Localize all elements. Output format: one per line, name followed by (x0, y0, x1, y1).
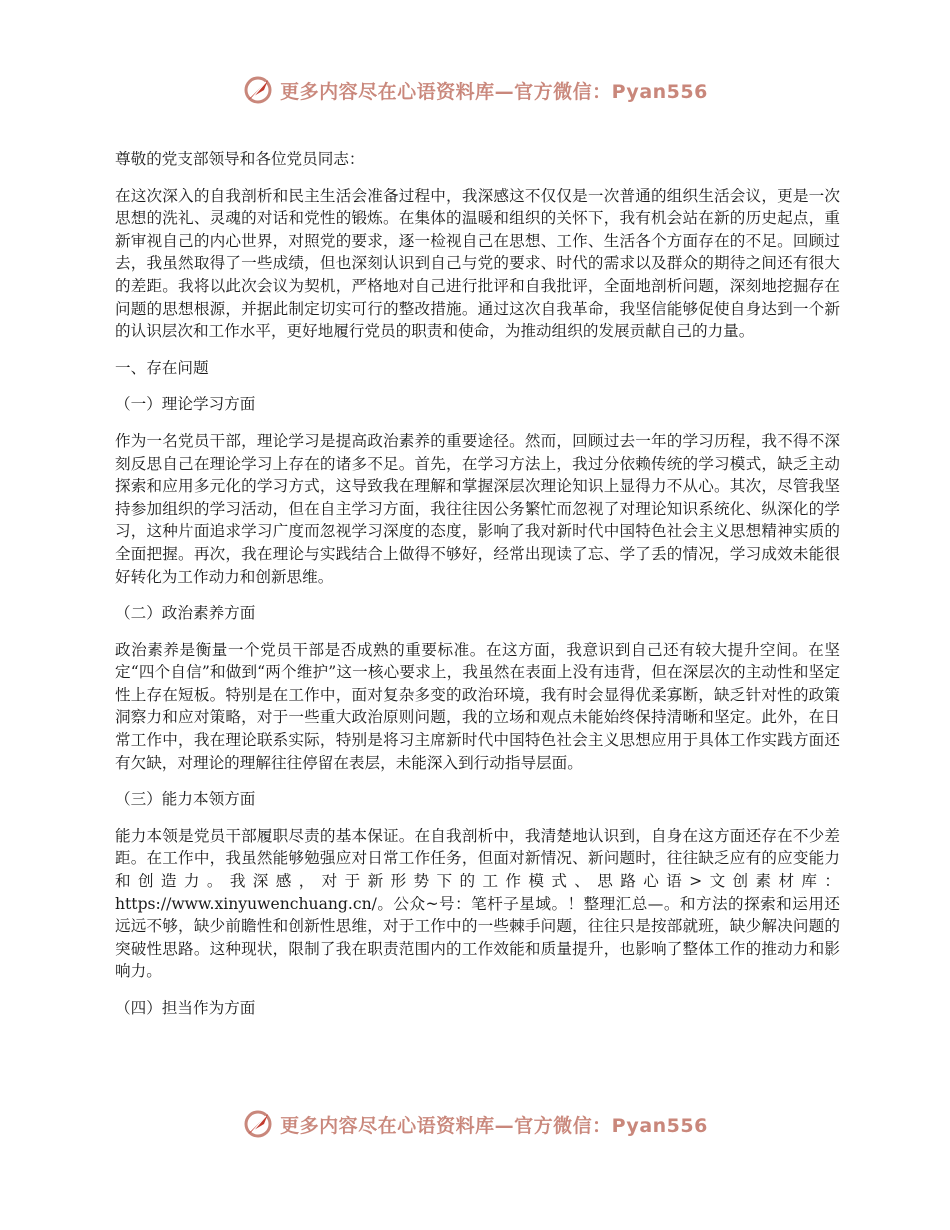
quill-logo-icon (242, 1108, 274, 1140)
intro-paragraph: 在这次深入的自我剖析和民主生活会准备过程中，我深感这不仅仅是一次普通的组织生活会议，更是一次思想的洗礼、灵魂的对话和党性的锻炼。在集体的温暖和组织的关怀下，我有机会站在新的历史起点，重新审视自己的内心世界，对照党的要求，逐一检视自己在思想、工作、生活各个方面存在的不足。回顾过去，我虽然取得了一些成绩，但也深刻认识到自己与党的要求、时代的需求以及群众的期待之间还有很大的差距。我将以此次会议为契机，严格地对自己进行批评和自我批评，全面地剖析问题，深刻地挖掘存在问题的思想根源，并据此制定切实可行的整改措施。通过这次自我革命，我坚信能够促使自身达到一个新的认识层次和工作水平，更好地履行党员的职责和使命，为推动组织的发展贡献自己的力量。 (115, 186, 840, 341)
salutation: 尊敬的党支部领导和各位党员同志： (115, 150, 365, 168)
header-banner (0, 70, 950, 110)
subsection-title-political: （二）政治素养方面 (115, 604, 256, 623)
subsection-title-responsibility: （四）担当作为方面 (115, 999, 256, 1017)
political-paragraph: 政治素养是衡量一个党员干部是否成熟的重要标准。在这方面，我意识到自己还有较大提升空间。在坚定“四个自信”和做到“两个维护”这一核心要求上，我虽然在表面上没有违背，但在深层次的主动性和坚定性上存在短板。特别是在工作中，面对复杂多变的政治环境，我有时会显得优柔寡断，缺乏针对性的政策洞察力和应对策略，对于一些重大政治原则问题，我的立场和观点未能始终保持清晰和坚定。此外，在日常工作中，我在理论联系实际，特别是将习主席新时代中国特色社会主义思想应用于具体工作实践方面还有欠缺，对理论的理解往往停留在表层，未能深入到行动指导层面。 (115, 640, 840, 772)
ability-paragraph: 能力本领是党员干部履职尽责的基本保证。在自我剖析中，我清楚地认识到，自身在这方面还存在不少差距。在工作中，我虽然能够勉强应对日常工作任务，但面对新情况、新问题时，往往缺乏应有的应变能力和创造力。我深感，对于新形势下的工作模式、思路心语>文创素材库：https://www.xinyuwenchuang.cn/。公众~号：笔杆子星域。！整理汇总—。和方法的探索和运用还远远不够，缺少前瞻性和创新性思维，对于工作中的一些棘手问题，往往只是按部就班，缺少解决问题的突破性思路。这种现状，限制了我在职责范围内的工作效能和质量提升，也影响了整体工作的推动力和影响力。 (115, 826, 840, 981)
banner-text: 更多内容尽在心语资料库—官方微信：Pyan556 (280, 80, 708, 103)
subsection-title-ability: （三）能力本领方面 (115, 790, 256, 809)
banner-text: 更多内容尽在心语资料库—官方微信：Pyan556 (280, 1114, 708, 1137)
section-title-problems: 一、存在问题 (115, 358, 209, 377)
footer-banner (0, 1104, 950, 1144)
document-body (115, 148, 840, 1034)
theory-paragraph: 作为一名党员干部，理论学习是提高政治素养的重要途径。然而，回顾过去一年的学习历程，我不得不深刻反思自己在理论学习上存在的诸多不足。首先，在学习方法上，我过分依赖传统的学习模式，缺乏主动探索和应用多元化的学习方式，这导致我在理解和掌握深层次理论知识上显得力不从心。其次，尽管我坚持参加组织的学习活动，但在自主学习方面，我往往因公务繁忙而忽视了对理论知识系统化、纵深化的学习，这种片面追求学习广度而忽视学习深度的态度，影响了我对新时代中国特色社会主义思想精神实质的全面把握。再次，我在理论与实践结合上做得不够好，经常出现读了忘、学了丢的情况，学习成效未能很好转化为工作动力和创新思维。 (115, 431, 840, 586)
quill-logo-icon (242, 74, 274, 106)
subsection-title-theory: （一）理论学习方面 (115, 395, 256, 414)
